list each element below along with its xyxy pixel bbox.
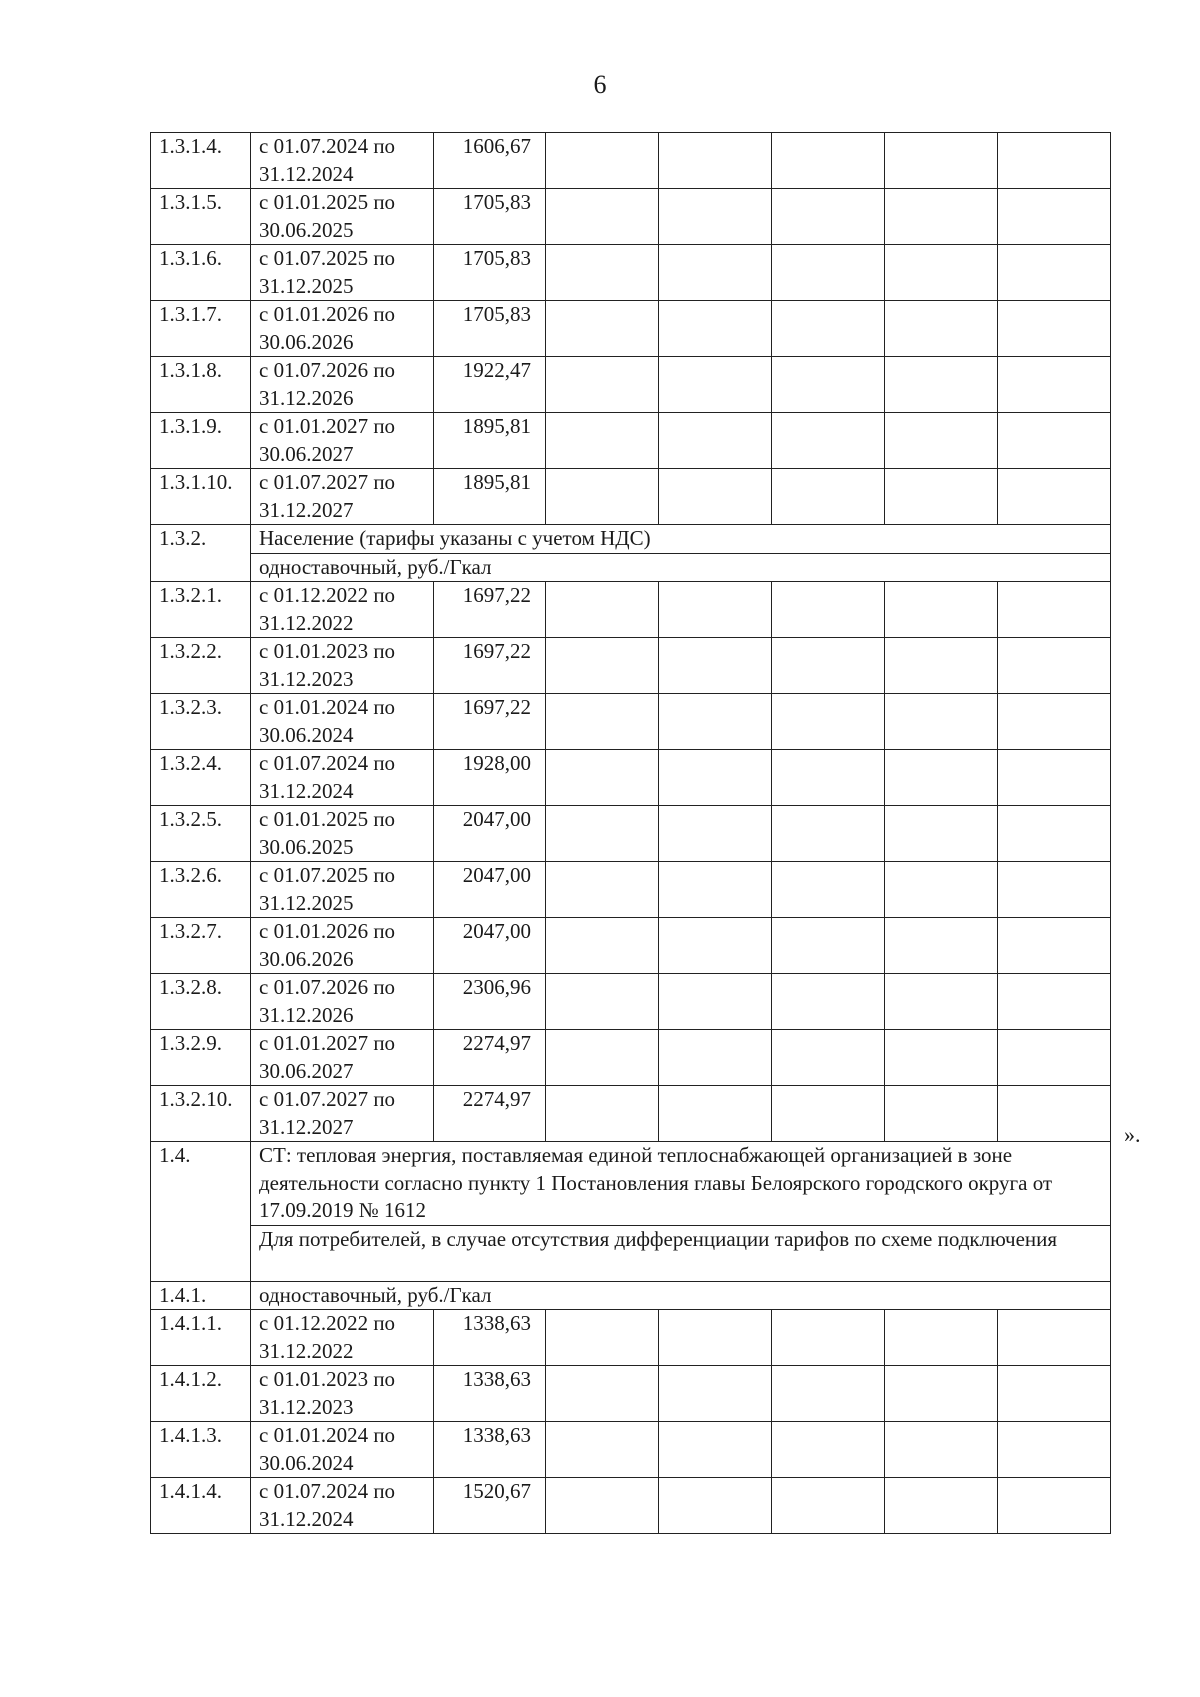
period-start: с 01.07.2024 по (259, 1479, 396, 1503)
table-row (151, 1142, 1111, 1226)
empty-cell (998, 1086, 1111, 1142)
tariff-value: 1338,63 (434, 1366, 546, 1422)
period-cell (251, 469, 434, 525)
tariff-value: 2047,00 (434, 918, 546, 974)
empty-cell (659, 1422, 772, 1478)
empty-cell (546, 357, 659, 413)
empty-cell (659, 301, 772, 357)
empty-cell (772, 1422, 885, 1478)
empty-cell (885, 357, 998, 413)
subsection-title: одноставочный, руб./Гкал (251, 553, 1111, 582)
table-row (151, 638, 1111, 694)
period-start: с 01.01.2025 по (259, 190, 396, 214)
empty-cell (546, 974, 659, 1030)
table-row (151, 1422, 1111, 1478)
tariff-value: 1705,83 (434, 245, 546, 301)
period-end: 30.06.2025 (259, 217, 354, 242)
empty-cell (772, 862, 885, 918)
table-row (151, 245, 1111, 301)
empty-cell (998, 1422, 1111, 1478)
period-start: с 01.01.2024 по (259, 695, 396, 719)
period-end: 30.06.2024 (259, 1450, 354, 1475)
empty-cell (885, 750, 998, 806)
empty-cell (546, 1310, 659, 1366)
empty-cell (659, 1030, 772, 1086)
empty-cell (998, 1366, 1111, 1422)
empty-cell (885, 1366, 998, 1422)
empty-cell (659, 918, 772, 974)
period-end: 30.06.2026 (259, 946, 354, 971)
row-number: 1.3.2.3. (151, 694, 251, 750)
row-number: 1.3.2.6. (151, 862, 251, 918)
period-cell (251, 638, 434, 694)
tariff-value: 1928,00 (434, 750, 546, 806)
table-row (151, 918, 1111, 974)
empty-cell (885, 1310, 998, 1366)
period-cell (251, 582, 434, 638)
period-cell (251, 750, 434, 806)
empty-cell (772, 1478, 885, 1534)
tariff-value: 1922,47 (434, 357, 546, 413)
empty-cell (772, 694, 885, 750)
row-number: 1.3.1.10. (151, 469, 251, 525)
tariff-value: 2274,97 (434, 1030, 546, 1086)
empty-cell (772, 357, 885, 413)
empty-cell (659, 638, 772, 694)
empty-cell (885, 189, 998, 245)
empty-cell (885, 806, 998, 862)
empty-cell (772, 469, 885, 525)
section-number: 1.4.1. (151, 1281, 251, 1310)
table-row (151, 133, 1111, 189)
period-end: 31.12.2025 (259, 273, 354, 298)
empty-cell (998, 694, 1111, 750)
row-number: 1.3.2.1. (151, 582, 251, 638)
period-start: с 01.01.2023 по (259, 1367, 396, 1391)
empty-cell (885, 1086, 998, 1142)
tariff-value: 1895,81 (434, 413, 546, 469)
tariff-value: 1338,63 (434, 1310, 546, 1366)
empty-cell (659, 357, 772, 413)
tariff-value: 1697,22 (434, 638, 546, 694)
row-number: 1.4.1.1. (151, 1310, 251, 1366)
empty-cell (998, 974, 1111, 1030)
empty-cell (998, 1030, 1111, 1086)
empty-cell (546, 806, 659, 862)
empty-cell (998, 638, 1111, 694)
section-number: 1.4. (151, 1142, 251, 1282)
table-row (151, 862, 1111, 918)
period-cell (251, 357, 434, 413)
period-cell (251, 806, 434, 862)
period-end: 30.06.2027 (259, 441, 354, 466)
period-cell (251, 694, 434, 750)
row-number: 1.3.2.4. (151, 750, 251, 806)
row-number: 1.4.1.4. (151, 1478, 251, 1534)
period-cell (251, 1086, 434, 1142)
empty-cell (546, 133, 659, 189)
period-start: с 01.01.2025 по (259, 807, 396, 831)
empty-cell (885, 862, 998, 918)
period-start: с 01.07.2027 по (259, 470, 396, 494)
empty-cell (546, 189, 659, 245)
period-start: с 01.01.2027 по (259, 414, 396, 438)
empty-cell (659, 974, 772, 1030)
period-cell (251, 413, 434, 469)
period-end: 30.06.2024 (259, 722, 354, 747)
empty-cell (772, 918, 885, 974)
row-number: 1.3.2.5. (151, 806, 251, 862)
tariff-table (150, 132, 1111, 1534)
empty-cell (546, 918, 659, 974)
period-start: с 01.01.2026 по (259, 302, 396, 326)
tariff-value: 2047,00 (434, 806, 546, 862)
empty-cell (546, 1086, 659, 1142)
empty-cell (885, 918, 998, 974)
empty-cell (772, 245, 885, 301)
empty-cell (772, 750, 885, 806)
period-cell (251, 918, 434, 974)
empty-cell (772, 301, 885, 357)
period-end: 30.06.2026 (259, 329, 354, 354)
period-cell (251, 1478, 434, 1534)
period-end: 31.12.2024 (259, 1506, 354, 1531)
period-cell (251, 245, 434, 301)
empty-cell (998, 301, 1111, 357)
row-number: 1.3.1.7. (151, 301, 251, 357)
period-end: 31.12.2027 (259, 1114, 354, 1139)
period-end: 31.12.2023 (259, 666, 354, 691)
period-cell (251, 1366, 434, 1422)
tariff-value: 1606,67 (434, 133, 546, 189)
empty-cell (885, 638, 998, 694)
tariff-value: 1705,83 (434, 301, 546, 357)
tariff-value: 1520,67 (434, 1478, 546, 1534)
row-number: 1.3.1.4. (151, 133, 251, 189)
empty-cell (998, 133, 1111, 189)
closing-quote-mark: ». (1124, 1122, 1141, 1147)
section-number: 1.3.2. (151, 525, 251, 582)
row-number: 1.3.2.8. (151, 974, 251, 1030)
period-end: 31.12.2022 (259, 610, 354, 635)
empty-cell (546, 862, 659, 918)
empty-cell (998, 750, 1111, 806)
empty-cell (546, 750, 659, 806)
empty-cell (998, 862, 1111, 918)
empty-cell (772, 1310, 885, 1366)
row-number: 1.3.1.6. (151, 245, 251, 301)
empty-cell (885, 413, 998, 469)
tariff-value: 1697,22 (434, 694, 546, 750)
period-start: с 01.12.2022 по (259, 1311, 396, 1335)
empty-cell (998, 582, 1111, 638)
empty-cell (772, 582, 885, 638)
table-row (151, 357, 1111, 413)
table-row (151, 1281, 1111, 1310)
empty-cell (998, 1310, 1111, 1366)
tariff-value: 1705,83 (434, 189, 546, 245)
period-start: с 01.07.2025 по (259, 863, 396, 887)
tariff-value: 2274,97 (434, 1086, 546, 1142)
table-row (151, 469, 1111, 525)
table-row (151, 1310, 1111, 1366)
table-row (151, 806, 1111, 862)
empty-cell (659, 862, 772, 918)
section-title: Население (тарифы указаны с учетом НДС) (251, 525, 1111, 554)
subsection-title: Для потребителей, в случае отсутствия дифференциации тарифов по схеме подключения (251, 1225, 1111, 1281)
empty-cell (659, 133, 772, 189)
period-cell (251, 1310, 434, 1366)
empty-cell (659, 413, 772, 469)
empty-cell (885, 133, 998, 189)
tariff-value: 1895,81 (434, 469, 546, 525)
empty-cell (546, 413, 659, 469)
section-title: одноставочный, руб./Гкал (251, 1281, 1111, 1310)
period-end: 31.12.2022 (259, 1338, 354, 1363)
period-start: с 01.01.2023 по (259, 639, 396, 663)
tariff-value: 1697,22 (434, 582, 546, 638)
tariff-table-body (151, 133, 1111, 1534)
empty-cell (998, 357, 1111, 413)
empty-cell (885, 1422, 998, 1478)
empty-cell (885, 469, 998, 525)
period-start: с 01.07.2025 по (259, 246, 396, 270)
period-end: 30.06.2025 (259, 834, 354, 859)
empty-cell (998, 413, 1111, 469)
table-row (151, 1366, 1111, 1422)
empty-cell (546, 301, 659, 357)
table-row (151, 1030, 1111, 1086)
empty-cell (659, 694, 772, 750)
period-start: с 01.01.2026 по (259, 919, 396, 943)
empty-cell (998, 245, 1111, 301)
period-cell (251, 862, 434, 918)
empty-cell (772, 1086, 885, 1142)
empty-cell (772, 974, 885, 1030)
empty-cell (546, 638, 659, 694)
empty-cell (659, 1310, 772, 1366)
empty-cell (885, 974, 998, 1030)
empty-cell (885, 301, 998, 357)
table-row (151, 750, 1111, 806)
empty-cell (772, 806, 885, 862)
empty-cell (998, 189, 1111, 245)
table-row (151, 582, 1111, 638)
row-number: 1.3.1.5. (151, 189, 251, 245)
row-number: 1.3.1.9. (151, 413, 251, 469)
period-end: 31.12.2027 (259, 497, 354, 522)
row-number: 1.4.1.3. (151, 1422, 251, 1478)
empty-cell (659, 1366, 772, 1422)
period-start: с 01.07.2024 по (259, 751, 396, 775)
period-start: с 01.12.2022 по (259, 583, 396, 607)
page-number: 6 (593, 70, 607, 99)
period-start: с 01.07.2026 по (259, 358, 396, 382)
period-end: 31.12.2024 (259, 161, 354, 186)
table-row (151, 525, 1111, 554)
period-cell (251, 189, 434, 245)
period-end: 31.12.2026 (259, 1002, 354, 1027)
empty-cell (659, 750, 772, 806)
empty-cell (546, 1366, 659, 1422)
period-start: с 01.07.2027 по (259, 1087, 396, 1111)
period-end: 30.06.2027 (259, 1058, 354, 1083)
section-title: СТ: тепловая энергия, поставляемая единой теплоснабжающей организацией в зоне деятельности согласно пункту 1 Постановления главы Белоярского городского округа от 17.09.2019 № 1612 (251, 1142, 1111, 1226)
empty-cell (885, 1030, 998, 1086)
table-row (151, 694, 1111, 750)
empty-cell (659, 1086, 772, 1142)
table-row (151, 301, 1111, 357)
empty-cell (546, 1422, 659, 1478)
empty-cell (885, 245, 998, 301)
empty-cell (772, 638, 885, 694)
empty-cell (659, 245, 772, 301)
empty-cell (659, 189, 772, 245)
empty-cell (659, 1478, 772, 1534)
table-row (151, 553, 1111, 582)
empty-cell (998, 1478, 1111, 1534)
empty-cell (546, 694, 659, 750)
table-row (151, 1086, 1111, 1142)
empty-cell (546, 469, 659, 525)
empty-cell (546, 1030, 659, 1086)
empty-cell (772, 1366, 885, 1422)
empty-cell (659, 469, 772, 525)
row-number: 1.3.2.7. (151, 918, 251, 974)
period-start: с 01.01.2027 по (259, 1031, 396, 1055)
empty-cell (659, 582, 772, 638)
row-number: 1.3.2.9. (151, 1030, 251, 1086)
empty-cell (885, 694, 998, 750)
empty-cell (546, 245, 659, 301)
tariff-value: 2306,96 (434, 974, 546, 1030)
period-end: 31.12.2026 (259, 385, 354, 410)
table-row (151, 189, 1111, 245)
period-cell (251, 301, 434, 357)
empty-cell (998, 918, 1111, 974)
empty-cell (546, 582, 659, 638)
period-cell (251, 1422, 434, 1478)
period-start: с 01.07.2026 по (259, 975, 396, 999)
period-cell (251, 1030, 434, 1086)
period-start: с 01.07.2024 по (259, 134, 396, 158)
table-row (151, 1478, 1111, 1534)
period-end: 31.12.2024 (259, 778, 354, 803)
period-start: с 01.01.2024 по (259, 1423, 396, 1447)
empty-cell (546, 1478, 659, 1534)
period-end: 31.12.2023 (259, 1394, 354, 1419)
empty-cell (772, 1030, 885, 1086)
table-row (151, 974, 1111, 1030)
empty-cell (772, 189, 885, 245)
empty-cell (659, 806, 772, 862)
period-cell (251, 974, 434, 1030)
tariff-value: 2047,00 (434, 862, 546, 918)
tariff-value: 1338,63 (434, 1422, 546, 1478)
row-number: 1.3.2.10. (151, 1086, 251, 1142)
period-cell (251, 133, 434, 189)
table-row (151, 1225, 1111, 1281)
period-end: 31.12.2025 (259, 890, 354, 915)
table-row (151, 413, 1111, 469)
row-number: 1.4.1.2. (151, 1366, 251, 1422)
empty-cell (772, 413, 885, 469)
row-number: 1.3.1.8. (151, 357, 251, 413)
empty-cell (772, 133, 885, 189)
empty-cell (885, 582, 998, 638)
empty-cell (998, 806, 1111, 862)
empty-cell (885, 1478, 998, 1534)
row-number: 1.3.2.2. (151, 638, 251, 694)
empty-cell (998, 469, 1111, 525)
